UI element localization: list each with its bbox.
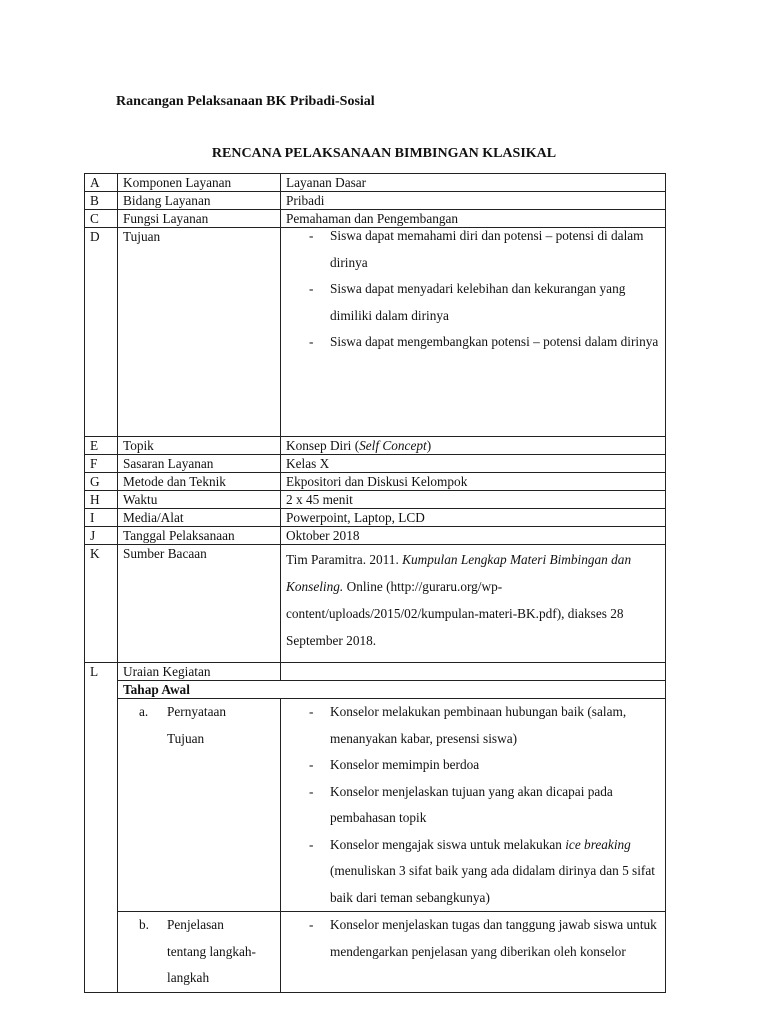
- row-code: D: [85, 228, 118, 437]
- row-code: H: [85, 491, 118, 509]
- row-code: L: [85, 663, 118, 993]
- step-b-list: [286, 912, 661, 965]
- row-value: [281, 437, 666, 455]
- list-item: [286, 832, 661, 912]
- row-code: F: [85, 455, 118, 473]
- table-row: [85, 681, 666, 699]
- row-value: [281, 228, 666, 437]
- topic-text: Konsep Diri (: [286, 438, 360, 453]
- row-value: Oktober 2018: [281, 527, 666, 545]
- topic-italic: Self Concept: [359, 438, 427, 453]
- step-a: [118, 699, 280, 752]
- row-code: I: [85, 509, 118, 527]
- document-heading: Rancangan Pelaksanaan BK Pribadi-Sosial: [116, 94, 375, 109]
- list-item: - Siswa dapat mengembangkan potensi – potensi dalam dirinya: [286, 329, 660, 356]
- row-label: Media/Alat: [118, 509, 281, 527]
- row-label: Tanggal Pelaksanaan: [118, 527, 281, 545]
- row-value: Pribadi: [281, 192, 666, 210]
- objective-list: [286, 223, 660, 356]
- row-code: K: [85, 545, 118, 663]
- step-items-cell: [281, 912, 666, 993]
- list-item: - Konselor memimpin berdoa: [286, 752, 661, 779]
- document-title: RENCANA PELAKSANAAN BIMBINGAN KLASIKAL: [211, 146, 557, 161]
- list-item: - Konselor melakukan pembinaan hubungan baik (salam, menanyakan kabar, presensi siswa): [286, 699, 661, 752]
- step-marker: b.: [139, 917, 149, 932]
- table-row: [85, 699, 666, 912]
- step-marker: a.: [139, 704, 149, 719]
- row-code: B: [85, 192, 118, 210]
- list-item: - Siswa dapat menyadari kelebihan dan kekurangan yang dimiliki dalam dirinya: [286, 276, 660, 329]
- row-value: Kelas X: [281, 455, 666, 473]
- row-label: Metode dan Teknik: [118, 473, 281, 491]
- row-value: [281, 663, 666, 681]
- list-item: - Konselor menjelaskan tujuan yang akan dicapai pada pembahasan topik: [286, 779, 661, 832]
- step-label: Pernyataan Tujuan: [167, 704, 227, 746]
- step-label-cell: [118, 699, 281, 912]
- table-row: [85, 228, 666, 437]
- item-italic: ice breaking: [565, 836, 631, 852]
- row-label: Sasaran Layanan: [118, 455, 281, 473]
- row-label: Topik: [118, 437, 281, 455]
- reference-author: Tim Paramitra. 2011.: [286, 552, 403, 567]
- row-label: Bidang Layanan: [118, 192, 281, 210]
- topic-text-end: ): [426, 438, 432, 453]
- step-items-cell: [281, 699, 666, 912]
- list-item: - Konselor menjelaskan tugas dan tanggung jawab siswa untuk mendengarkan penjelasan yang diberikan oleh konselor: [286, 912, 661, 965]
- row-label: Komponen Layanan: [118, 174, 281, 192]
- row-label: Fungsi Layanan: [118, 210, 281, 228]
- table-row: [85, 912, 666, 993]
- table-row: [85, 509, 666, 527]
- row-code: A: [85, 174, 118, 192]
- row-code: G: [85, 473, 118, 491]
- table-row: [85, 174, 666, 192]
- table-row: [85, 437, 666, 455]
- row-value: Layanan Dasar: [281, 174, 666, 192]
- rpl-table: [84, 173, 666, 993]
- step-a-list: [286, 699, 661, 911]
- stage-title: Tahap Awal: [118, 681, 666, 699]
- reference-title: Kumpulan Lengkap Materi Bimbingan dan Konseling.: [286, 552, 632, 594]
- row-value: Ekpositori dan Diskusi Kelompok: [281, 473, 666, 491]
- table-row: [85, 545, 666, 663]
- step-label-cell: [118, 912, 281, 993]
- item-text-end: (menuliskan 3 sifat baik yang ada didalam dirinya dan 5 sifat baik dari teman sebangkunya): [330, 863, 655, 905]
- step-b: [118, 912, 280, 992]
- row-label: Sumber Bacaan: [118, 545, 281, 663]
- row-code: C: [85, 210, 118, 228]
- list-item: - Siswa dapat memahami diri dan potensi – potensi di dalam dirinya: [286, 223, 660, 276]
- table-row: [85, 491, 666, 509]
- table-row: [85, 473, 666, 491]
- table-row: [85, 663, 666, 681]
- row-value: 2 x 45 menit: [281, 491, 666, 509]
- row-value: Powerpoint, Laptop, LCD: [281, 509, 666, 527]
- table-row: [85, 527, 666, 545]
- row-label: Uraian Kegiatan: [118, 663, 281, 681]
- step-label: Penjelasan tentang langkah-langkah: [167, 917, 256, 985]
- row-code: J: [85, 527, 118, 545]
- row-code: E: [85, 437, 118, 455]
- reference-text: [286, 545, 660, 654]
- row-label: Tujuan: [118, 228, 281, 437]
- row-label: Waktu: [118, 491, 281, 509]
- table-row: [85, 192, 666, 210]
- reference-detail: Online (http://guraru.org/wp-content/uploads/2015/02/kumpulan-materi-BK.pdf), diakses 28 September 2018.: [286, 579, 624, 648]
- table-row: [85, 455, 666, 473]
- row-value: Pemahaman dan Pengembangan: [281, 210, 666, 228]
- row-value: [281, 545, 666, 663]
- item-text: Konselor mengajak siswa untuk melakukan: [330, 836, 566, 852]
